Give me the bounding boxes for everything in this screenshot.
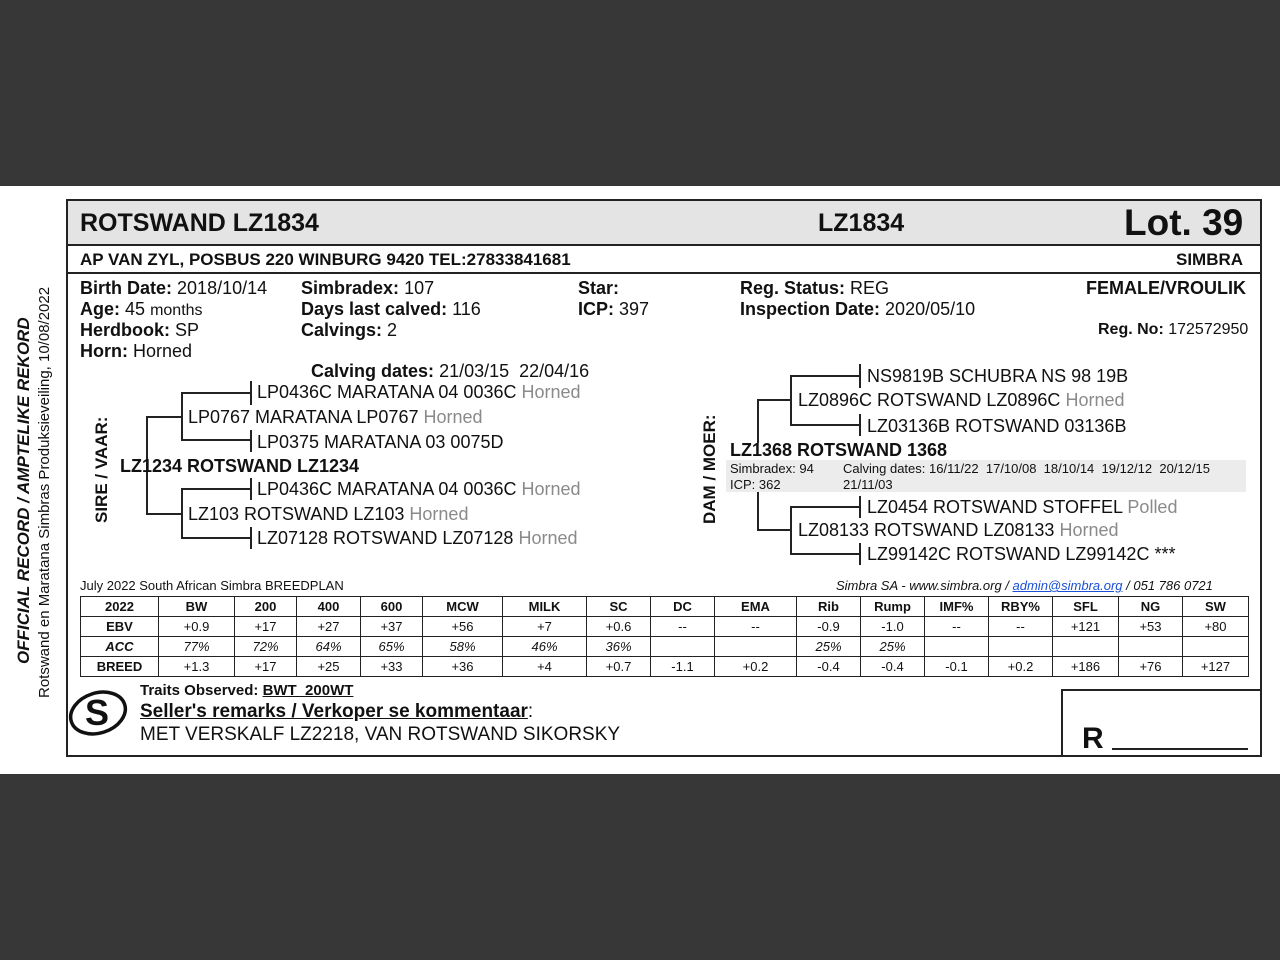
dam-tree-line xyxy=(790,506,860,508)
ebv-cell xyxy=(651,637,715,657)
dam-calving-dates: Calving dates: 16/11/22 17/10/08 18/10/14 19/12/12 20/12/15 xyxy=(843,461,1210,476)
simbradex: Simbradex: 107 xyxy=(301,278,435,298)
sire-tree-line xyxy=(146,416,182,418)
logo-letter: S xyxy=(85,692,110,733)
ebv-cell xyxy=(715,637,797,657)
dam-dam-dam: LZ99142C ROTSWAND LZ99142C *** xyxy=(867,544,1176,564)
sire-tree-line xyxy=(250,430,252,452)
ebv-header-cell: IMF% xyxy=(925,597,989,617)
ebv-cell: -- xyxy=(925,617,989,637)
ebv-header-cell: DC xyxy=(651,597,715,617)
dam-tree-line xyxy=(757,492,759,530)
dam-sire-dam: LZ03136B ROTSWAND 03136B xyxy=(867,416,1127,436)
sellers-remarks-label: Seller's remarks / Verkoper se kommentaar: xyxy=(140,701,534,722)
ebv-row-label: EBV xyxy=(81,617,159,637)
sex: FEMALE/VROULIK xyxy=(1086,278,1246,298)
dam-sire: LZ0896C ROTSWAND LZ0896C Horned xyxy=(798,390,1125,410)
reg-status: Reg. Status: REG xyxy=(740,278,890,298)
ebv-header-cell: EMA xyxy=(715,597,797,617)
ebv-cell: -- xyxy=(651,617,715,637)
sire-dam: LZ103 ROTSWAND LZ103 Horned xyxy=(188,504,469,524)
sire-tree-line xyxy=(181,537,251,539)
animal-name: ROTSWAND LZ1834 xyxy=(80,209,319,237)
dam-name: LZ1368 ROTSWAND 1368 xyxy=(730,440,948,460)
ebv-header-cell: SC xyxy=(587,597,651,617)
ebv-cell: +56 xyxy=(423,617,503,637)
dam-calving-dates-cont: 21/11/03 xyxy=(843,477,893,492)
ebv-cell: +37 xyxy=(361,617,423,637)
days-last-calved: Days last calved: 116 xyxy=(301,299,481,319)
ebv-cell: -- xyxy=(989,617,1053,637)
ebv-cell: +76 xyxy=(1119,657,1183,677)
footer-divider xyxy=(1061,689,1063,757)
ebv-cell: 64% xyxy=(297,637,361,657)
ebv-cell: +1.3 xyxy=(159,657,235,677)
sire-sire-sire: LP0436C MARATANA 04 0036C Horned xyxy=(257,382,581,402)
ebv-cell: -1.0 xyxy=(861,617,925,637)
official-record-label: OFFICIAL RECORD / AMPTELIKE REKORD xyxy=(14,317,33,664)
ebv-cell: 65% xyxy=(361,637,423,657)
ebv-header-cell: 2022 xyxy=(81,597,159,617)
birth-date: Birth Date: 2018/10/14 xyxy=(80,278,268,298)
sire-tree-line xyxy=(181,488,183,538)
dam-side-label: DAM / MOER: xyxy=(700,414,719,524)
ebv-row-label: BREED xyxy=(81,657,159,677)
ebv-cell xyxy=(989,637,1053,657)
dam-tree-line xyxy=(790,424,860,426)
dam-sire-sire: NS9819B SCHUBRA NS 98 19B xyxy=(867,366,1129,386)
sire-dam-sire: LP0436C MARATANA 04 0036C Horned xyxy=(257,479,581,499)
sire-tree-line xyxy=(250,478,252,500)
herdbook: Herdbook: SP xyxy=(80,320,200,340)
sire-sire-dam: LP0375 MARATANA 03 0075D xyxy=(257,432,504,452)
ebv-cell: +0.2 xyxy=(989,657,1053,677)
inspection-date: Inspection Date: 2020/05/10 xyxy=(740,299,976,319)
ebv-cell: -0.4 xyxy=(861,657,925,677)
ebv-cell xyxy=(1183,637,1249,657)
ebv-header-cell: Rib xyxy=(797,597,861,617)
ebv-cell: +33 xyxy=(361,657,423,677)
ebv-header-cell: 600 xyxy=(361,597,423,617)
sire-side-label: SIRE / VAAR: xyxy=(92,416,111,523)
horn-status: Horn: Horned xyxy=(80,341,193,361)
ebv-header-row xyxy=(81,597,1249,617)
age: Age: 45 months xyxy=(80,299,203,319)
ebv-cell: +186 xyxy=(1053,657,1119,677)
dam-tree-line xyxy=(859,414,861,436)
dam-tree-line xyxy=(757,399,791,401)
ebv-cell: +0.6 xyxy=(587,617,651,637)
breedplan-source: July 2022 South African Simbra BREEDPLAN xyxy=(80,578,344,593)
ebv-cell: +27 xyxy=(297,617,361,637)
sire-sire: LP0767 MARATANA LP0767 Horned xyxy=(188,407,483,427)
ebv-header-cell: Rump xyxy=(861,597,925,617)
dam-tree-line xyxy=(859,496,861,518)
dam-tree-line xyxy=(859,364,861,388)
dam-tree-line xyxy=(790,553,860,555)
breed-label: SIMBRA xyxy=(1176,250,1244,269)
dam-tree-line xyxy=(790,375,792,425)
footer-divider xyxy=(1061,689,1261,691)
dam-tree-line xyxy=(757,399,759,443)
ebv-cell: -- xyxy=(715,617,797,637)
ebv-row-ebv xyxy=(81,617,1249,637)
ebv-cell xyxy=(1053,637,1119,657)
calvings: Calvings: 2 xyxy=(301,320,398,340)
dam-icp: ICP: 362 xyxy=(730,477,781,492)
ebv-cell: -0.9 xyxy=(797,617,861,637)
ebv-cell: -1.1 xyxy=(651,657,715,677)
ebv-header-cell: 400 xyxy=(297,597,361,617)
ebv-cell: +36 xyxy=(423,657,503,677)
sellers-remarks-text: MET VERSKALF LZ2218, VAN ROTSWAND SIKORSKY xyxy=(140,724,621,745)
dam-tree-line xyxy=(790,375,860,377)
ebv-header-cell: BW xyxy=(159,597,235,617)
lot-number: Lot. 39 xyxy=(1124,202,1244,243)
ebv-cell: -0.4 xyxy=(797,657,861,677)
sire-tree-line xyxy=(250,381,252,405)
ebv-cell: 77% xyxy=(159,637,235,657)
ebv-cell: -0.1 xyxy=(925,657,989,677)
owner-info: AP VAN ZYL, POSBUS 220 WINBURG 9420 TEL:27833841681 xyxy=(80,250,571,269)
ebv-cell: +127 xyxy=(1183,657,1249,677)
dam-tree-line xyxy=(859,543,861,565)
ebv-cell: +0.2 xyxy=(715,657,797,677)
ebv-header-cell: SW xyxy=(1183,597,1249,617)
ebv-cell: +80 xyxy=(1183,617,1249,637)
ebv-cell xyxy=(1119,637,1183,657)
ebv-row-label: ACC xyxy=(81,637,159,657)
sire-tree-line xyxy=(181,439,251,441)
ebv-cell: 46% xyxy=(503,637,587,657)
sire-tree-line xyxy=(250,527,252,549)
ebv-header-cell: MILK xyxy=(503,597,587,617)
ebv-header-cell: MCW xyxy=(423,597,503,617)
calving-dates: Calving dates: 21/03/15 22/04/16 xyxy=(311,361,590,381)
ebv-cell: +0.7 xyxy=(587,657,651,677)
dam-tree-line xyxy=(790,506,792,554)
sire-tree-line xyxy=(181,392,183,440)
dam-tree-line xyxy=(757,529,791,531)
simbra-contact: Simbra SA - www.simbra.org / admin@simbra.org / 051 786 0721 xyxy=(836,578,1213,593)
dam-dam-sire: LZ0454 ROTSWAND STOFFEL Polled xyxy=(867,497,1178,517)
ebv-cell: 36% xyxy=(587,637,651,657)
traits-observed: Traits Observed: BWT 200WT xyxy=(140,682,354,699)
icp: ICP: 397 xyxy=(578,299,650,319)
ebv-header-cell: SFL xyxy=(1053,597,1119,617)
ebv-cell: +121 xyxy=(1053,617,1119,637)
star: Star: xyxy=(578,278,620,298)
ebv-cell: 58% xyxy=(423,637,503,657)
ebv-cell: +0.9 xyxy=(159,617,235,637)
ebv-header-cell: 200 xyxy=(235,597,297,617)
ebv-cell: +25 xyxy=(297,657,361,677)
price-input-line[interactable] xyxy=(1112,748,1248,750)
reg-number: Reg. No: 172572950 xyxy=(1098,321,1249,338)
price-label: R xyxy=(1082,722,1104,755)
auction-name-label: Rotswand en Maratana Simbras Produksieveiling, 10/08/2022 xyxy=(36,286,53,698)
ebv-cell: 72% xyxy=(235,637,297,657)
sire-tree-line xyxy=(181,392,251,394)
ebv-cell: 25% xyxy=(797,637,861,657)
ebv-cell xyxy=(925,637,989,657)
email-link[interactable]: admin@simbra.org xyxy=(1012,578,1123,593)
ebv-cell: +17 xyxy=(235,657,297,677)
ebv-table xyxy=(80,596,1249,677)
dam-dam: LZ08133 ROTSWAND LZ08133 Horned xyxy=(798,520,1119,540)
simbra-logo-icon xyxy=(66,686,132,742)
sire-name: LZ1234 ROTSWAND LZ1234 xyxy=(120,456,360,476)
sire-dam-dam: LZ07128 ROTSWAND LZ07128 Horned xyxy=(257,528,578,548)
ebv-row-acc xyxy=(81,637,1249,657)
ebv-header-cell: NG xyxy=(1119,597,1183,617)
sire-tree-line xyxy=(181,488,251,490)
ebv-cell: +17 xyxy=(235,617,297,637)
ebv-header-cell: RBY% xyxy=(989,597,1053,617)
ebv-cell: +7 xyxy=(503,617,587,637)
ebv-row-breed xyxy=(81,657,1249,677)
ebv-cell: +53 xyxy=(1119,617,1183,637)
ebv-cell: 25% xyxy=(861,637,925,657)
sire-tree-line xyxy=(146,513,182,515)
dam-simbradex: Simbradex: 94 xyxy=(730,461,814,476)
animal-id: LZ1834 xyxy=(818,209,905,237)
ebv-cell: +4 xyxy=(503,657,587,677)
